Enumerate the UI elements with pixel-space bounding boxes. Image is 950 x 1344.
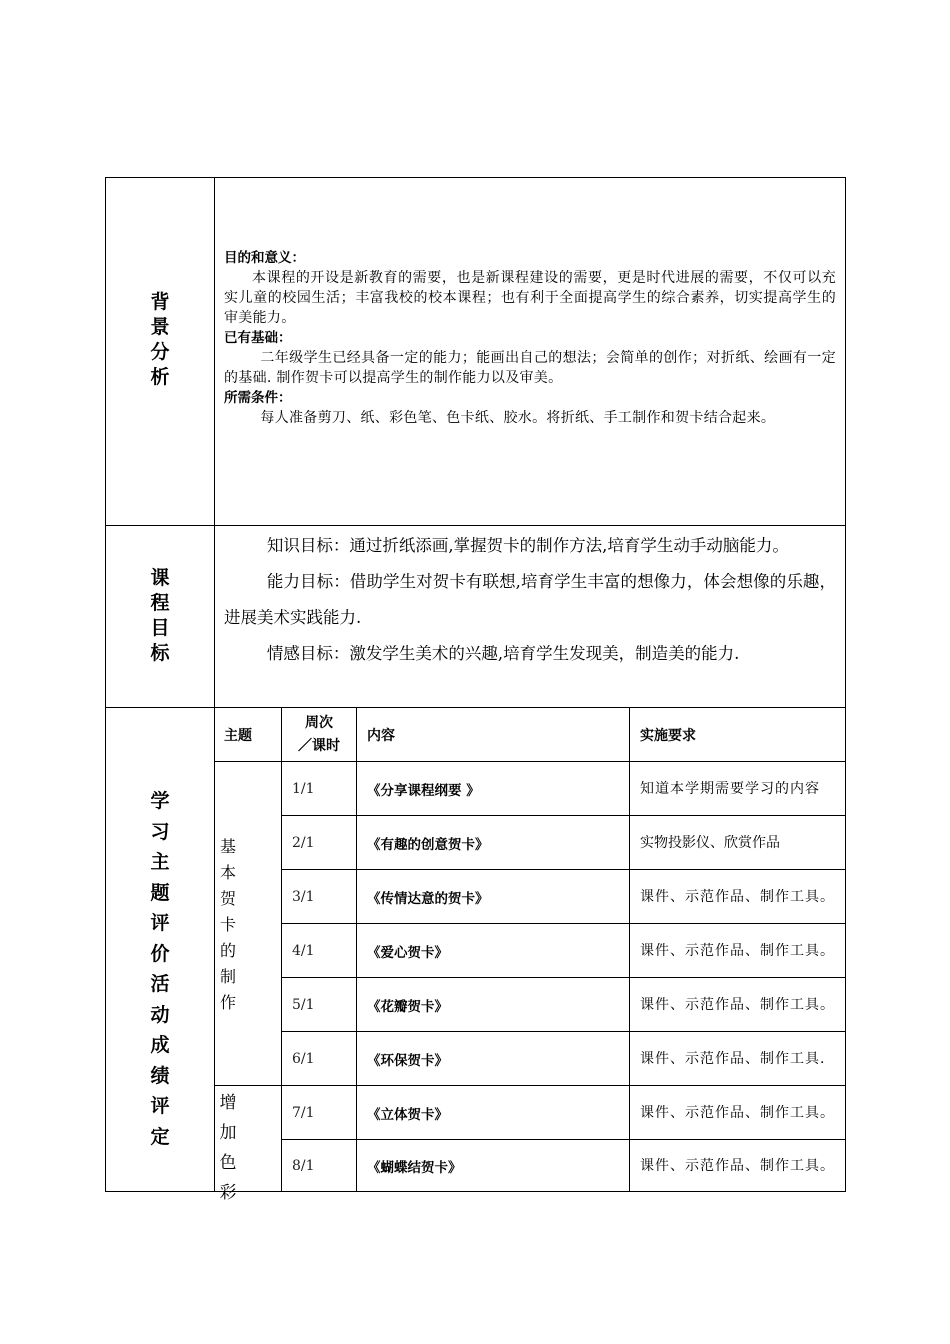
- row-requirement: 实物投影仪、欣赏作品: [640, 834, 780, 851]
- row-title: 《蝴蝶结贺卡》: [367, 1159, 462, 1176]
- course-table: [105, 177, 846, 1203]
- header-week: [282, 708, 356, 761]
- foundation-text: 二年级学生已经具备一定的能力；能画出自己的想法；会简单的创作；对折纸、绘画有一定的基础. 制作贺卡可以提高学生的制作能力以及审美。: [224, 350, 836, 386]
- row-requirement: 课件、示范作品、制作工具。: [640, 1157, 835, 1174]
- row-title: 《立体贺卡》: [367, 1106, 448, 1123]
- label-char: 背: [150, 291, 170, 313]
- conditions-text: 每人准备剪刀、纸、彩色笔、色卡纸、胶水。将折纸、手工制作和贺卡结合起来。: [260, 410, 776, 426]
- purpose-heading: 目的和意义：: [224, 250, 305, 266]
- theme-char: 制: [219, 967, 236, 986]
- background-content: [224, 248, 836, 428]
- theme-char: 基: [219, 837, 236, 856]
- label-char: 标: [150, 642, 170, 664]
- label-char: 课: [150, 567, 170, 589]
- header-requirement: 实施要求: [640, 727, 696, 744]
- label-char: 目: [150, 617, 170, 639]
- learning-section-label: [106, 786, 214, 1152]
- row-title: 《有趣的创意贺卡》: [367, 836, 489, 853]
- label-column-divider: [214, 178, 215, 1191]
- goals-section-label: [106, 566, 214, 666]
- label-char: 学: [150, 790, 170, 812]
- section-divider-1: [106, 525, 845, 526]
- foundation-heading: 已有基础：: [224, 330, 292, 346]
- theme-group-basic: [218, 834, 238, 1016]
- row-week: 7/1: [292, 1104, 315, 1121]
- theme-char: 增: [219, 1093, 237, 1113]
- row-week: 8/1: [292, 1157, 315, 1174]
- header-week-line1: 周次: [305, 714, 333, 731]
- theme-char: 彩: [219, 1183, 237, 1203]
- label-char: 价: [150, 942, 170, 965]
- row-requirement: 知道本学期需要学习的内容: [640, 780, 820, 797]
- label-char: 析: [150, 366, 170, 388]
- label-char: 绩: [150, 1064, 170, 1087]
- row-title: 《环保贺卡》: [367, 1052, 448, 1069]
- label-char: 景: [150, 316, 170, 338]
- label-char: 定: [150, 1125, 170, 1148]
- ability-goal: 能力目标：借助学生对贺卡有联想,培育学生丰富的想像力，体会想像的乐趣，进展美术实践能力.: [224, 572, 836, 627]
- label-char: 动: [150, 1003, 170, 1026]
- label-char: 主: [150, 851, 170, 873]
- row-week: 5/1: [292, 996, 315, 1013]
- theme-char: 本: [219, 863, 236, 882]
- label-char: 活: [150, 973, 170, 995]
- label-char: 成: [150, 1034, 170, 1056]
- row-requirement: 课件、示范作品、制作工具。: [640, 942, 835, 959]
- theme-char: 卡: [219, 915, 236, 934]
- label-char: 习: [150, 820, 170, 843]
- theme-char: 的: [219, 941, 236, 960]
- purpose-text: 本课程的开设是新教育的需要，也是新课程建设的需要，更是时代进展的需要，不仅可以充实儿童的校园生活；丰富我校的校本课程；也有利于全面提高学生的综合素养，切实提高学生的审美能力。: [224, 270, 836, 326]
- theme-char: 色: [219, 1153, 237, 1173]
- row-title: 《分享课程纲要 》: [367, 782, 480, 799]
- theme-char: 加: [219, 1123, 237, 1143]
- row-requirement: 课件、示范作品、制作工具。: [640, 996, 835, 1013]
- row-title: 《爱心贺卡》: [367, 944, 448, 961]
- row-week: 2/1: [292, 834, 315, 851]
- conditions-heading: 所需条件：: [224, 390, 292, 406]
- emotion-goal: 情感目标：激发学生美术的兴趣,培育学生发现美，制造美的能力.: [266, 644, 740, 663]
- row-requirement: 课件、示范作品、制作工具。: [640, 1104, 835, 1121]
- row-title: 《传情达意的贺卡》: [367, 890, 489, 907]
- knowledge-goal: 知识目标：通过折纸添画,掌握贺卡的制作方法,培育学生动手动脑能力。: [266, 536, 789, 555]
- row-title: 《花瓣贺卡》: [367, 998, 448, 1015]
- label-char: 分: [150, 341, 170, 363]
- label-char: 评: [150, 1095, 170, 1117]
- row-requirement: 课件、示范作品、制作工具。: [640, 888, 835, 905]
- header-week-line2: ／课时: [298, 737, 340, 754]
- header-theme: 主题: [224, 727, 252, 744]
- label-char: 程: [150, 592, 170, 614]
- background-section-label: [106, 290, 214, 390]
- row-week: 4/1: [292, 942, 315, 959]
- row-week: 3/1: [292, 888, 315, 905]
- label-char: 评: [150, 912, 170, 934]
- row-week: 6/1: [292, 1050, 315, 1067]
- row-requirement: 课件、示范作品、制作工具.: [640, 1050, 826, 1067]
- theme-char: 贺: [219, 889, 236, 908]
- header-content: 内容: [367, 727, 395, 744]
- theme-group-color: [218, 1088, 238, 1208]
- row-week: 1/1: [292, 780, 315, 797]
- label-char: 题: [150, 881, 170, 904]
- goals-content: [224, 528, 836, 672]
- theme-char: 作: [219, 993, 236, 1012]
